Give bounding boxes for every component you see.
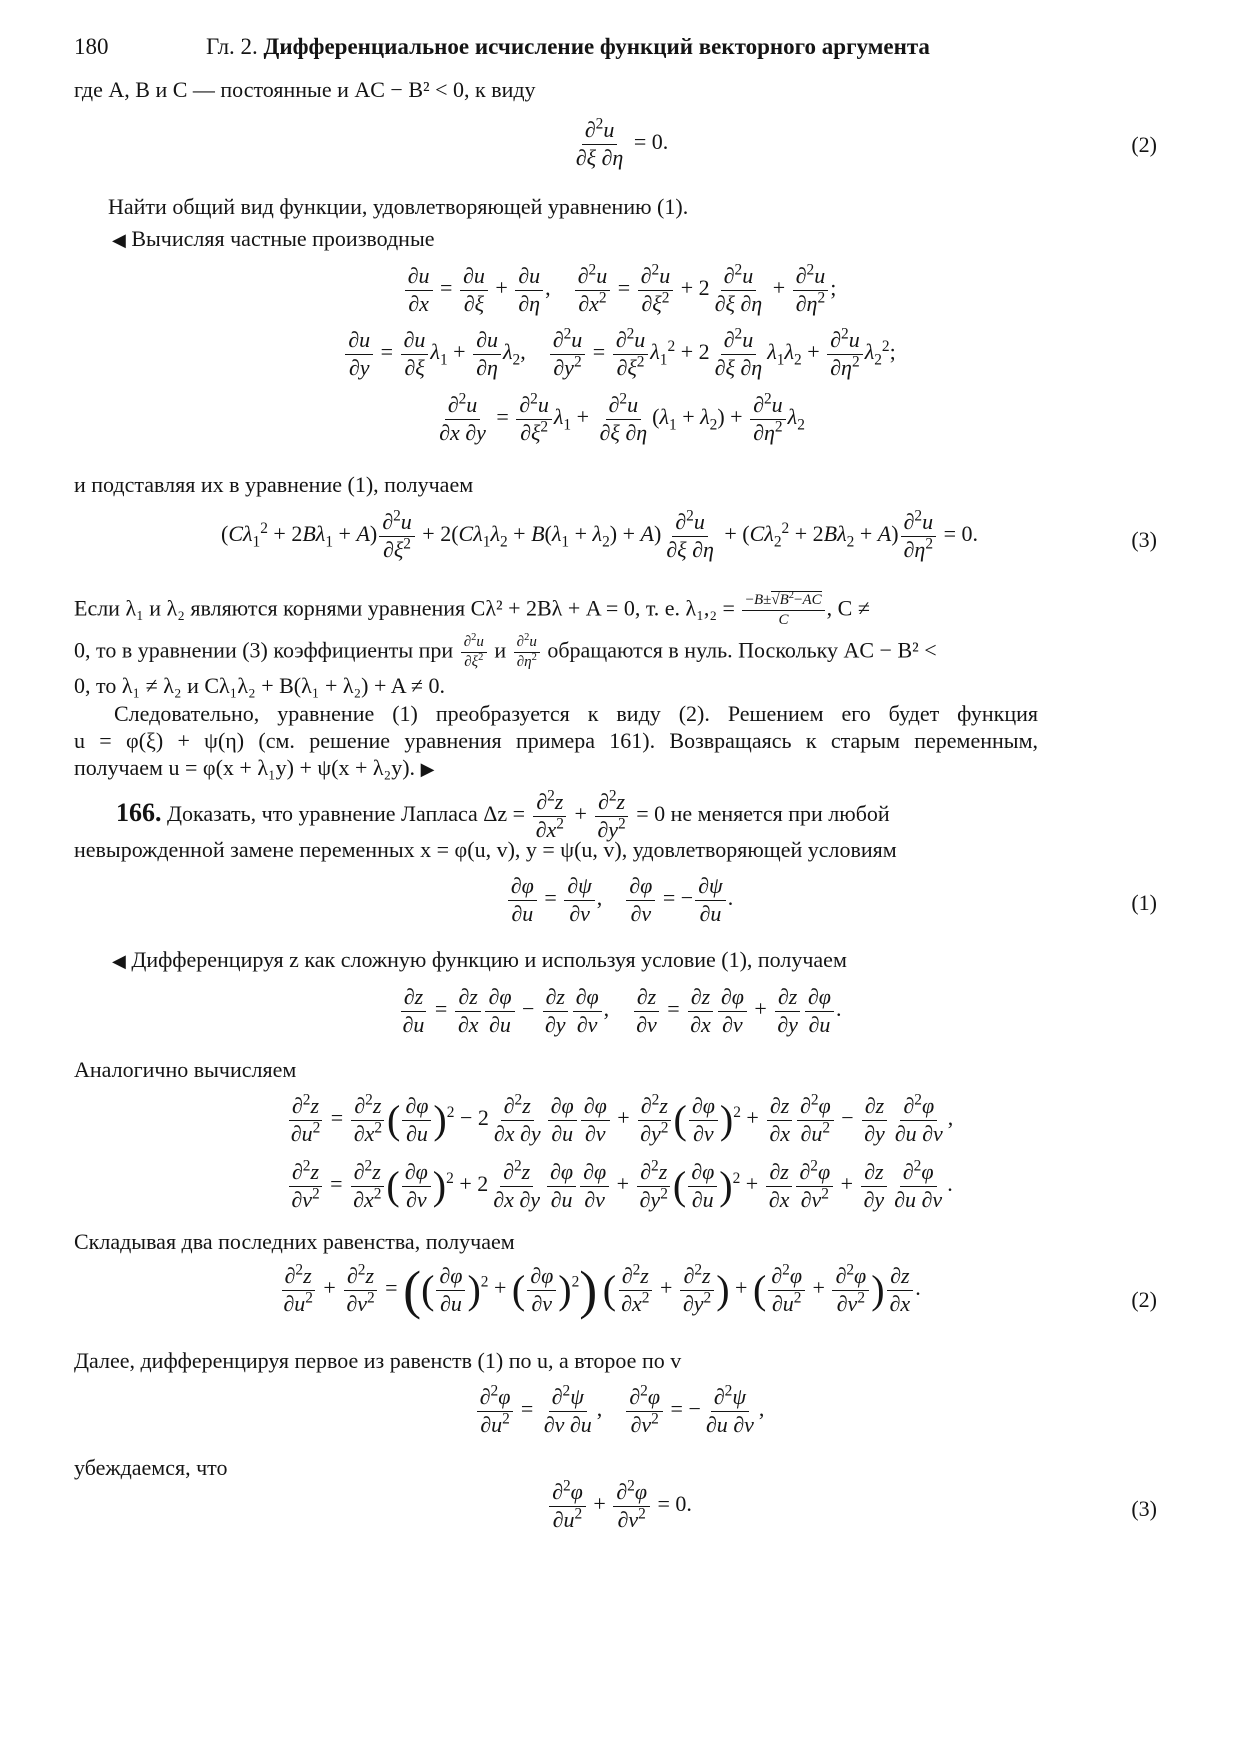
- problem-text-a: Доказать, что уравнение Лапласа Δz =: [167, 801, 526, 827]
- convinced-line: убеждаемся, что: [74, 1455, 228, 1480]
- derivatives-line-1: $\frac{\partial u}{\partial x}$ = $\frac{\partial u}{\partial\xi}$ + $\frac{\partial u}{\partial\eta}$ , $\frac{\partial^2u}{\partial x^2}$ = $\frac{\partial^2u}{\partial\xi^2}$ + 2 $\frac{\partial^2u}{\partial\xi \partial\eta}$ + $\frac{\partial^2u}{\partial\eta^2}$ ;: [0, 264, 1239, 316]
- find-general-line: Найти общий вид функции, удовлетворяющей уравнению (1).: [108, 194, 689, 219]
- equation-number: (1): [1131, 890, 1157, 915]
- equation-number: (2): [1131, 132, 1157, 157]
- proof-start-marker: ◀: [112, 230, 126, 250]
- problem-166-line-2: невырожденной замене переменных x = φ(u, v), y = ψ(u, v), удовлетворяющей условиям: [74, 837, 897, 862]
- roots-coeff-text: 0, то в уравнении (3) коэффициенты при: [74, 637, 454, 663]
- differentiating-line: [112, 946, 847, 975]
- equation-harmonic: $\frac{\partial^2\varphi}{\partial u^2}$ + $\frac{\partial^2\varphi}{\partial v^2}$ = 0.: [0, 1480, 1239, 1532]
- roots-line-2: 0, то в уравнении (3) коэффициенты при $\frac{\partial^2u}{\partial\xi^2}$ и $\frac{\partial^2u}{\partial\eta^2}$ обращаются в нуль. Поскольку AC − B² <: [74, 632, 937, 670]
- problem-166-line-1: 166. Доказать, что уравнение Лапласа Δz = $\frac{\partial^2z}{\partial x^2}$ + $\frac{\partial^2z}{\partial y^2}$ = 0 не меняется при любой: [116, 787, 890, 842]
- equation-conditions-1: $\frac{\partial\varphi}{\partial u}$ = $\frac{\partial\psi}{\partial v}$ , $\frac{\partial\varphi}{\partial v}$ = − $\frac{\partial\psi}{\partial u}$ .: [0, 874, 1239, 926]
- equation-second-v: $\frac{\partial^2z}{\partial v^2}$ = $\frac{\partial^2z}{\partial x^2}$ ( $\frac{\partial\varphi}{\partial v}$ )$^2$ + 2 $\frac{\partial^2z}{\partial x \partial y}$ $\frac{\partial\varphi}{\partial u}$ $\frac{\partial\varphi}{\partial v}$ + $\frac{\partial^2z}{\partial y^2}$ ( $\frac{\partial\varphi}{\partial u}$ )$^2$ + $\frac{\partial z}{\partial x}$ $\frac{\partial^2\varphi}{\partial v^2}$ + $\frac{\partial z}{\partial y}$ $\frac{\partial^2\varphi}{\partial u \partial v}$ .: [0, 1160, 1239, 1212]
- page-number: 180: [74, 34, 109, 59]
- equation-number: (3): [1131, 527, 1157, 552]
- computing-line: [112, 225, 435, 254]
- running-header: [74, 33, 930, 61]
- conclusion-text-1: Следовательно, уравнение (1) преобразуется к виду (2). Решением его будет функция: [114, 701, 1038, 726]
- substituting-line: и подставляя их в уравнение (1), получаем: [74, 472, 474, 497]
- roots-and: и: [494, 637, 507, 663]
- roots-tail: , C ≠: [826, 595, 870, 621]
- adding-line: Складывая два последних равенства, получаем: [74, 1229, 515, 1254]
- problem-text-b: = 0 не меняется при любой: [636, 801, 890, 827]
- equation-sum: $\frac{\partial^2z}{\partial u^2}$ + $\frac{\partial^2z}{\partial v^2}$ = (( $\frac{\partial\varphi}{\partial u}$ )$^2$ + ( $\frac{\partial\varphi}{\partial v}$ )$^2$) ( $\frac{\partial^2z}{\partial x^2}$ + $\frac{\partial^2z}{\partial y^2}$ ) + ( $\frac{\partial^2\varphi}{\partial u^2}$ + $\frac{\partial^2\varphi}{\partial v^2}$ ) $\frac{\partial z}{\partial x}$ .: [283, 1260, 921, 1320]
- roots-line-3: 0, то λ₁ ≠ λ₂ и Cλ₁λ₂ + B(λ₁ + λ₂) + A ≠ 0.: [74, 673, 445, 698]
- derivatives-line-2: $\frac{\partial u}{\partial y}$ = $\frac{\partial u}{\partial\xi}$ $\lambda_1$ + $\frac{\partial u}{\partial\eta}$ $\lambda_2$, $\frac{\partial^2u}{\partial y^2}$ = $\frac{\partial^2u}{\partial\xi^2}$ $\lambda_1^2 + 2$ $\frac{\partial^2u}{\partial\xi \partial\eta}$ $\lambda_1\lambda_2$ + $\frac{\partial^2u}{\partial\eta^2}$ $\lambda_2^2$;: [0, 328, 1239, 380]
- chapter-title: Дифференциальное исчисление функций векторного аргумента: [263, 34, 930, 59]
- conclusion-line-3: [74, 754, 434, 783]
- similarly-line: Аналогично вычисляем: [74, 1057, 297, 1082]
- roots-vanish-text: обращаются в нуль. Поскольку AC − B² <: [547, 637, 937, 663]
- derivatives-line-3: $\frac{\partial^2u}{\partial x \partial y}$ = $\frac{\partial^2u}{\partial\xi^2}$ $\lambda_1$ + $\frac{\partial^2u}{\partial\xi \partial\eta}$ $(\lambda_1 + \lambda_2)$ + $\frac{\partial^2u}{\partial\eta^2}$ $\lambda_2$: [439, 390, 805, 445]
- proof-end-marker: ▶: [420, 759, 435, 779]
- roots-line-1: [74, 592, 870, 629]
- conclusion-line-2: u = φ(ξ) + ψ(η) (см. решение уравнения примера 161). Возвращаясь к старым переменным,: [74, 728, 1038, 753]
- equation-number: (2): [1131, 1287, 1157, 1312]
- roots-fraction: $\frac{-B\pm√B^2-AC}{C}$: [742, 592, 824, 629]
- equation-differentiated: $\frac{\partial^2\varphi}{\partial u^2}$ = $\frac{\partial^2\psi}{\partial v \partial u}$ , $\frac{\partial^2\varphi}{\partial v^2}$ = − $\frac{\partial^2\psi}{\partial u \partial v}$ ,: [0, 1385, 1239, 1437]
- conclusion-line-1: [74, 700, 1038, 728]
- equation-number: (3): [1131, 1496, 1157, 1521]
- intro-line: где A, B и C — постоянные и AC − B² < 0, к виду: [74, 77, 536, 102]
- proof-start-marker: ◀: [112, 951, 126, 971]
- chapter-label: Гл. 2.: [206, 34, 264, 59]
- equation-3: $(C\lambda_1^2 + 2B\lambda_1 + A)$ $\frac{\partial^2u}{\partial\xi^2}$ + $2(C\lambda_1\lambda_2 + B(\lambda_1 + \lambda_2) + A)$ $\frac{\partial^2u}{\partial\xi \partial\eta}$ + $(C\lambda_2^2 + 2B\lambda_2 + A)$ $\frac{\partial^2u}{\partial\eta^2}$ = 0.: [220, 507, 979, 562]
- computing-text: Вычисляя частные производные: [131, 226, 435, 251]
- equation-top-2: $\frac{\partial^2u}{\partial\xi \partial\eta}$ = 0.: [575, 115, 669, 170]
- differentiating-text: Дифференцируя z как сложную функцию и используя условие (1), получаем: [131, 947, 847, 972]
- problem-number: 166.: [116, 798, 162, 828]
- roots-text: Если λ₁ и λ₂ являются корнями уравнения Cλ² + 2Bλ + A = 0, т. е. λ₁,₂ =: [74, 595, 735, 621]
- equation-first-derivatives: $\frac{\partial z}{\partial u}$ = $\frac{\partial z}{\partial x}$ $\frac{\partial\varphi}{\partial u}$ − $\frac{\partial z}{\partial y}$ $\frac{\partial\varphi}{\partial v}$ , $\frac{\partial z}{\partial v}$ = $\frac{\partial z}{\partial x}$ $\frac{\partial\varphi}{\partial v}$ + $\frac{\partial z}{\partial y}$ $\frac{\partial\varphi}{\partial u}$ .: [402, 984, 842, 1037]
- further-line: Далее, дифференцируя первое из равенств (1) по u, а второе по v: [74, 1348, 682, 1373]
- equation-second-u: $\frac{\partial^2z}{\partial u^2}$ = $\frac{\partial^2z}{\partial x^2}$ ( $\frac{\partial\varphi}{\partial u}$ )$^2$ − 2 $\frac{\partial^2z}{\partial x \partial y}$ $\frac{\partial\varphi}{\partial u}$ $\frac{\partial\varphi}{\partial v}$ + $\frac{\partial^2z}{\partial y^2}$ ( $\frac{\partial\varphi}{\partial v}$ )$^2$ + $\frac{\partial z}{\partial x}$ $\frac{\partial^2\varphi}{\partial u^2}$ − $\frac{\partial z}{\partial y}$ $\frac{\partial^2\varphi}{\partial u \partial v}$ ,: [290, 1091, 954, 1146]
- conclusion-text-3: получаем u = φ(x + λ₁y) + ψ(x + λ₂y).: [74, 755, 416, 780]
